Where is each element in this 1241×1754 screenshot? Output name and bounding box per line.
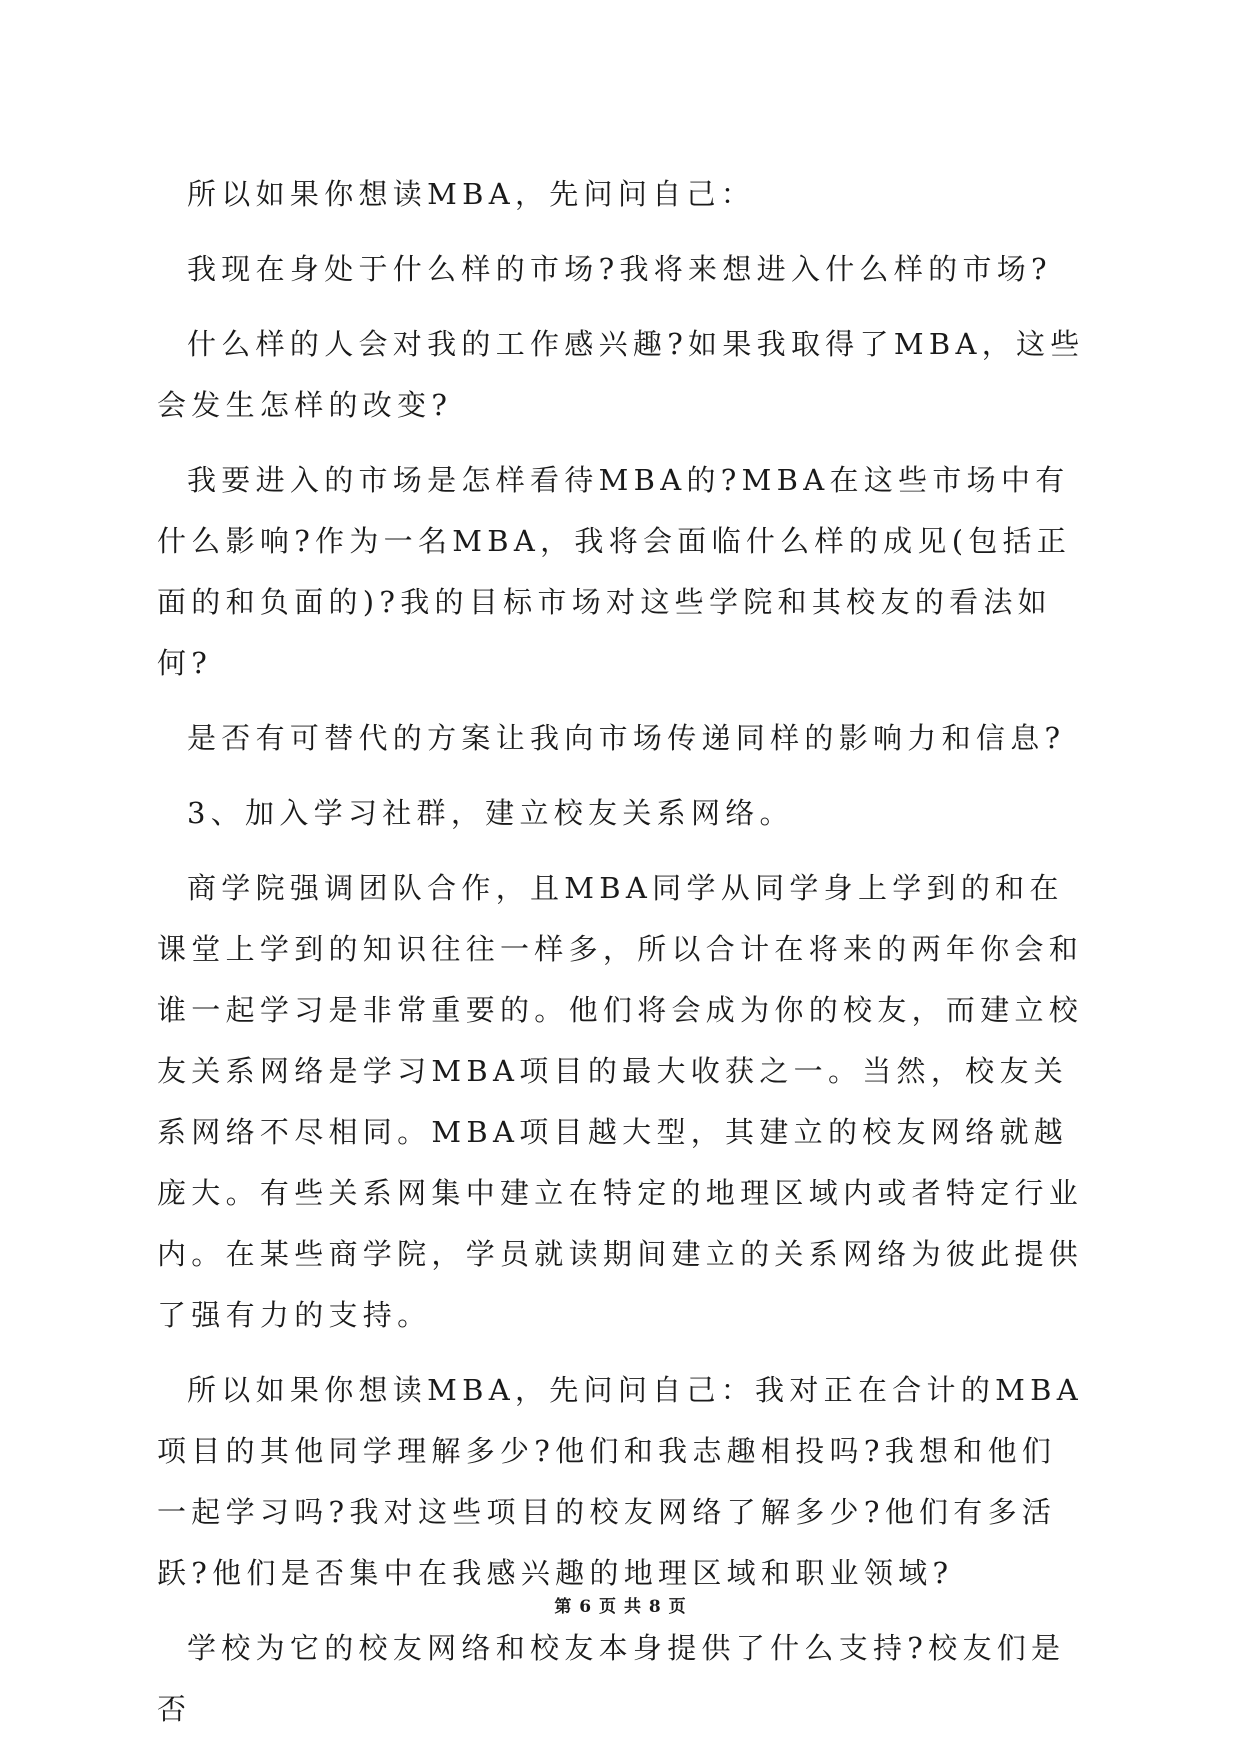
paragraph: 商学院强调团队合作，且MBA同学从同学身上学到的和在课堂上学到的知识往往一样多，所以合计在将来的两年你会和谁一起学习是非常重要的。他们将会成为你的校友，而建立校友关系网络是学习MBA项目的最大收获之一。当然，校友关系网络不尽相同。MBA项目越大型，其建立的校友网络就越庞大。有些关系网集中建立在特定的地理区域内或者特定行业内。在某些商学院，学员就读期间建立的关系网络为彼此提供了强有力的支持。: [157, 871, 1084, 1332]
document-body: [157, 164, 1087, 1740]
paragraph: 所以如果你想读MBA，先问问自己：: [187, 177, 756, 211]
paragraph: 学校为它的校友网络和校友本身提供了什么支持?校友们是否: [157, 1631, 1066, 1726]
page-number-footer: 第 6 页 共 8 页: [554, 1597, 687, 1617]
section-heading: 3、加入学习社群，建立校友关系网络。: [187, 796, 794, 830]
paragraph: 我要进入的市场是怎样看待MBA的?MBA在这些市场中有什么影响?作为一名MBA，我将会面临什么样的成见(包括正面的和负面的)?我的目标市场对这些学院和其校友的看法如何?: [157, 463, 1072, 680]
paragraph: 我现在身处于什么样的市场?我将来想进入什么样的市场?: [187, 252, 1052, 286]
paragraph: 是否有可替代的方案让我向市场传递同样的影响力和信息?: [187, 721, 1066, 755]
paragraph: 什么样的人会对我的工作感兴趣?如果我取得了MBA，这些会发生怎样的改变?: [157, 327, 1085, 422]
paragraph: 所以如果你想读MBA，先问问自己：我对正在合计的MBA项目的其他同学理解多少?他们和我志趣相投吗?我想和他们一起学习吗?我对这些项目的校友网络了解多少?他们有多活跃?他们是否集中在我感兴趣的地理区域和职业领域?: [157, 1373, 1083, 1590]
